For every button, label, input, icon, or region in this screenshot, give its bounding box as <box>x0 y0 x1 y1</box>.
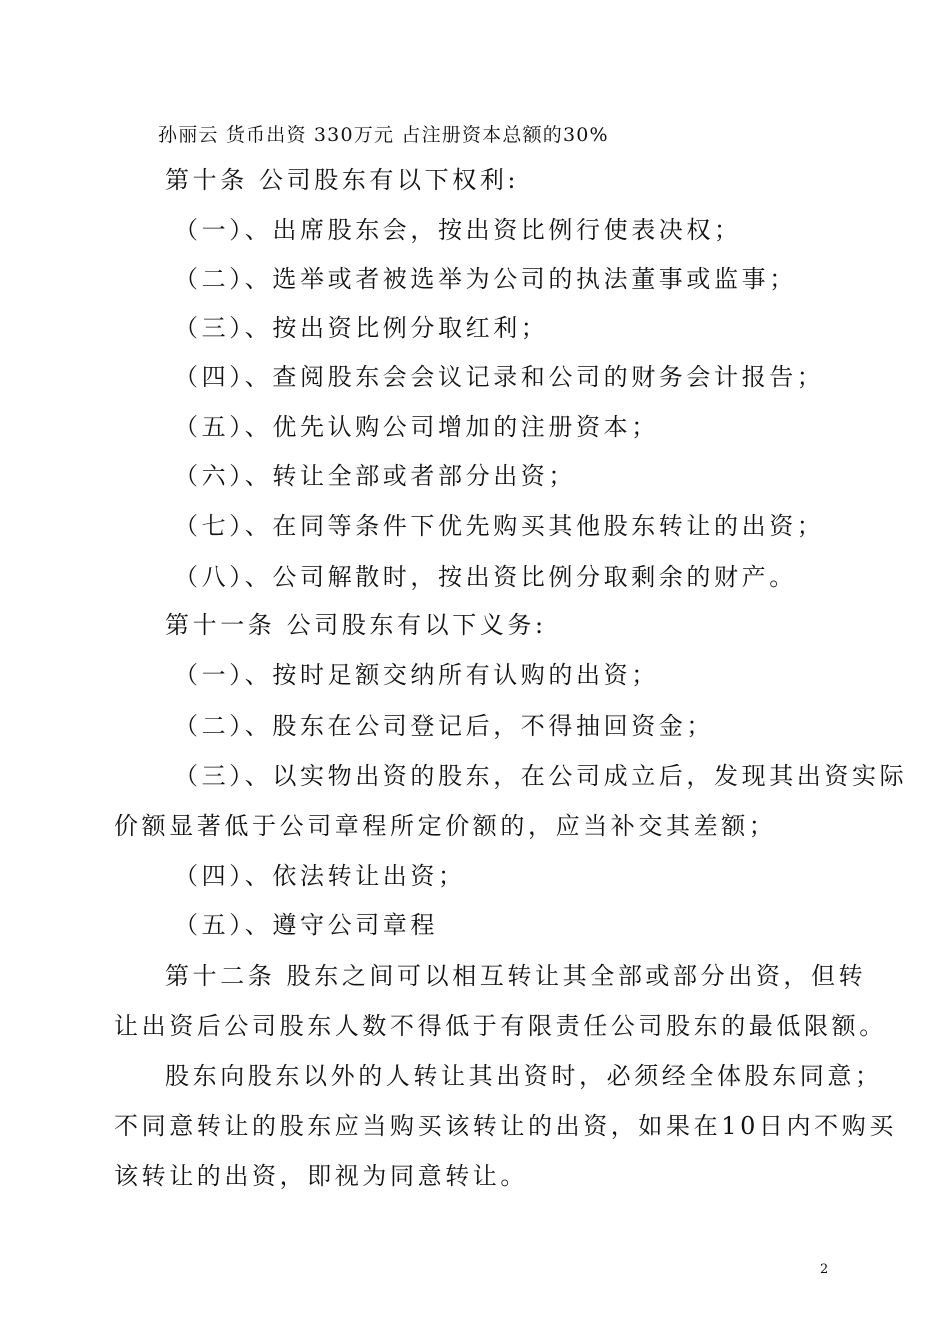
article-12-line-2: 让出资后公司股东人数不得低于有限责任公司股东的最低限额。 <box>114 1012 887 1040</box>
article-11-item-5: （五）、遵守公司章程 <box>174 911 438 939</box>
article-11-heading: 第十一条 公司股东有以下义务: <box>165 611 547 639</box>
transfer-paragraph-line-1: 股东向股东以外的人转让其出资时，必须经全体股东同意； <box>165 1062 883 1090</box>
page-number: 2 <box>820 1262 829 1277</box>
article-10-item-1: （一）、出席股东会，按出资比例行使表决权； <box>174 216 742 244</box>
article-11-item-2: （二）、股东在公司登记后，不得抽回资金； <box>174 712 714 740</box>
article-10-item-5: （五）、优先认购公司增加的注册资本； <box>174 413 659 441</box>
article-11-item-3-line-2: 价额显著低于公司章程所定价额的，应当补交其差额； <box>114 812 777 840</box>
article-10-item-4: （四）、查阅股东会会议记录和公司的财务会计报告； <box>174 363 825 391</box>
article-10-item-2: （二）、选举或者被选举为公司的执法董事或监事； <box>174 265 797 293</box>
article-11-item-1: （一）、按时足额交纳所有认购的出资； <box>174 661 659 689</box>
article-10-item-7: （七）、在同等条件下优先购买其他股东转让的出资； <box>174 512 825 540</box>
article-10-item-8: （八）、公司解散时，按出资比例分取剩余的财产。 <box>174 563 797 591</box>
article-10-item-3: （三）、按出资比例分取红利； <box>174 314 549 342</box>
transfer-paragraph-line-2: 不同意转让的股东应当购买该转让的出资，如果在10日内不购买 <box>114 1112 897 1140</box>
article-11-item-3-line-1: （三）、以实物出资的股东，在公司成立后，发现其出资实际 <box>174 762 908 790</box>
article-10-heading: 第十条 公司股东有以下权利: <box>165 166 520 194</box>
article-11-item-4: （四）、依法转让出资； <box>174 862 466 890</box>
article-12-line-1: 第十二条 股东之间可以相互转让其全部或部分出资，但转 <box>165 962 867 990</box>
transfer-paragraph-line-3: 该转让的出资，即视为同意转让。 <box>114 1162 528 1190</box>
shareholder-contribution-line: 孙丽云 货币出资 330万元 占注册资本总额的30% <box>158 124 609 146</box>
article-10-item-6: （六）、转让全部或者部分出资； <box>174 462 576 490</box>
